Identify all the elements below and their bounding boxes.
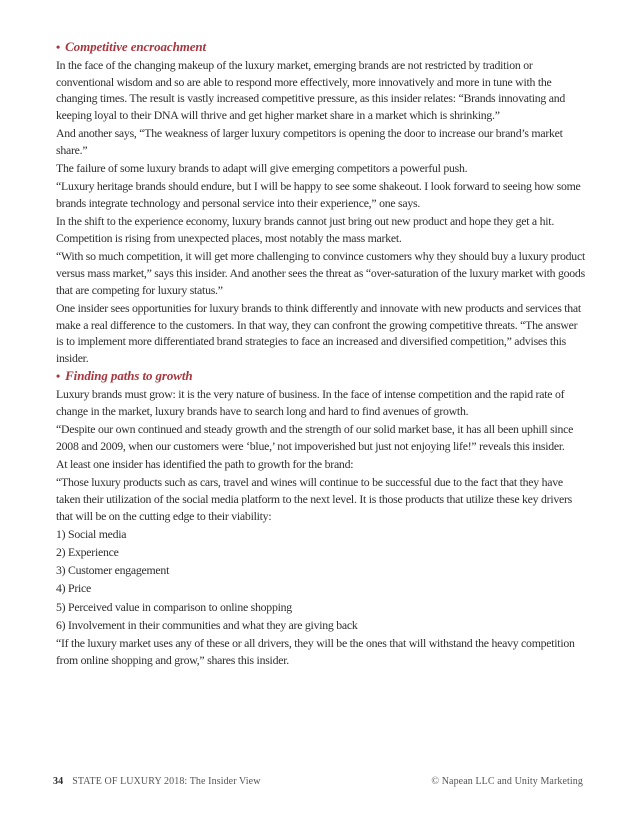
section-competitive-encroachment xyxy=(56,39,586,367)
list-item: 1) Social media xyxy=(56,526,127,541)
section-heading-text: Finding paths to growth xyxy=(65,368,193,384)
page-footer xyxy=(53,776,583,787)
key-drivers-list xyxy=(56,526,586,634)
paragraph: In the face of the changing makeup of the luxury market, emerging brands are not restricted by tradition or conventional wisdom and so are able to respond more effectively, more innovatively and more in tune with the changing times. The result is vastly increased competitive pressure, as this insider relates: “Brands innovating and keeping loyal to their DNA will thrive and get higher market share in a market which is shrinking.” xyxy=(56,58,566,123)
bullet-icon: • xyxy=(56,40,61,54)
paragraph: Luxury brands must grow: it is the very nature of business. In the face of intense competition and the rapid rate of change in the market, luxury brands have to search long and hard to find avenues of growth. xyxy=(56,387,565,418)
paragraph: And another says, “The weakness of larger luxury competitors is opening the door to increase our brand’s market share.” xyxy=(56,126,563,158)
footer-left xyxy=(53,776,261,787)
list-item: 2) Experience xyxy=(56,544,119,559)
section-heading-text: Competitive encroachment xyxy=(65,39,207,54)
paragraph: “Those luxury products such as cars, travel and wines will continue to be successful due to the fact that they have taken their utilization of the social media platform to the next level. It is those products that utilize these key drivers that will be on the cutting edge to their viability: xyxy=(56,475,573,523)
bullet-icon: • xyxy=(56,369,61,384)
paragraph: “Despite our own continued and steady growth and the strength of our solid market base, it has all been uphill since 2008 and 2009, when our customers were ‘blue,’ not impoverished but just not enjoying life!” reveals this insider. xyxy=(56,422,574,453)
section-finding-paths-to-growth xyxy=(56,368,586,668)
paragraph: One insider sees opportunities for luxury brands to think differently and innovate with new products and services that make a real difference to the customers. In that way, they can confront the growing competitive threats. “The answer is to implement more differentiated brand strategies to face an increased and diversified competition,” advises this insider. xyxy=(56,300,581,365)
paragraph: “Luxury heritage brands should endure, but I will be happy to see some shakeout. I look forward to seeing how some brands integrate technology and personal service into their experience,” one says. xyxy=(56,179,581,211)
paragraph: At least one insider has identified the path to growth for the brand: xyxy=(56,456,354,471)
paragraph: “With so much competition, it will get more challenging to convince customers why they should buy a luxury product versus mass market,” says this insider. And another sees the threat as “over-saturation of the luxury market with goods that are competing for luxury status.” xyxy=(56,249,585,297)
section-heading xyxy=(56,39,586,55)
list-item: 5) Perceived value in comparison to online shopping xyxy=(56,599,292,614)
page-content xyxy=(56,38,586,670)
list-item: 4) Price xyxy=(56,581,92,596)
list-item: 6) Involvement in their communities and what they are giving back xyxy=(56,617,358,632)
section-heading xyxy=(56,368,586,384)
page-number: 34 xyxy=(53,776,64,787)
copyright: © Napean LLC and Unity Marketing xyxy=(431,776,583,787)
paragraph: “If the luxury market uses any of these or all drivers, they will be the ones that will withstand the heavy competition from online shopping and grow,” shares this insider. xyxy=(56,636,575,667)
paragraph: The failure of some luxury brands to adapt will give emerging competitors a powerful push. xyxy=(56,161,468,176)
list-item: 3) Customer engagement xyxy=(56,563,170,578)
paragraph: In the shift to the experience economy, luxury brands cannot just bring out new product and hope they get a hit. Competition is rising from unexpected places, most notably the mass market. xyxy=(56,214,555,246)
report-title: STATE OF LUXURY 2018: The Insider View xyxy=(72,776,261,787)
